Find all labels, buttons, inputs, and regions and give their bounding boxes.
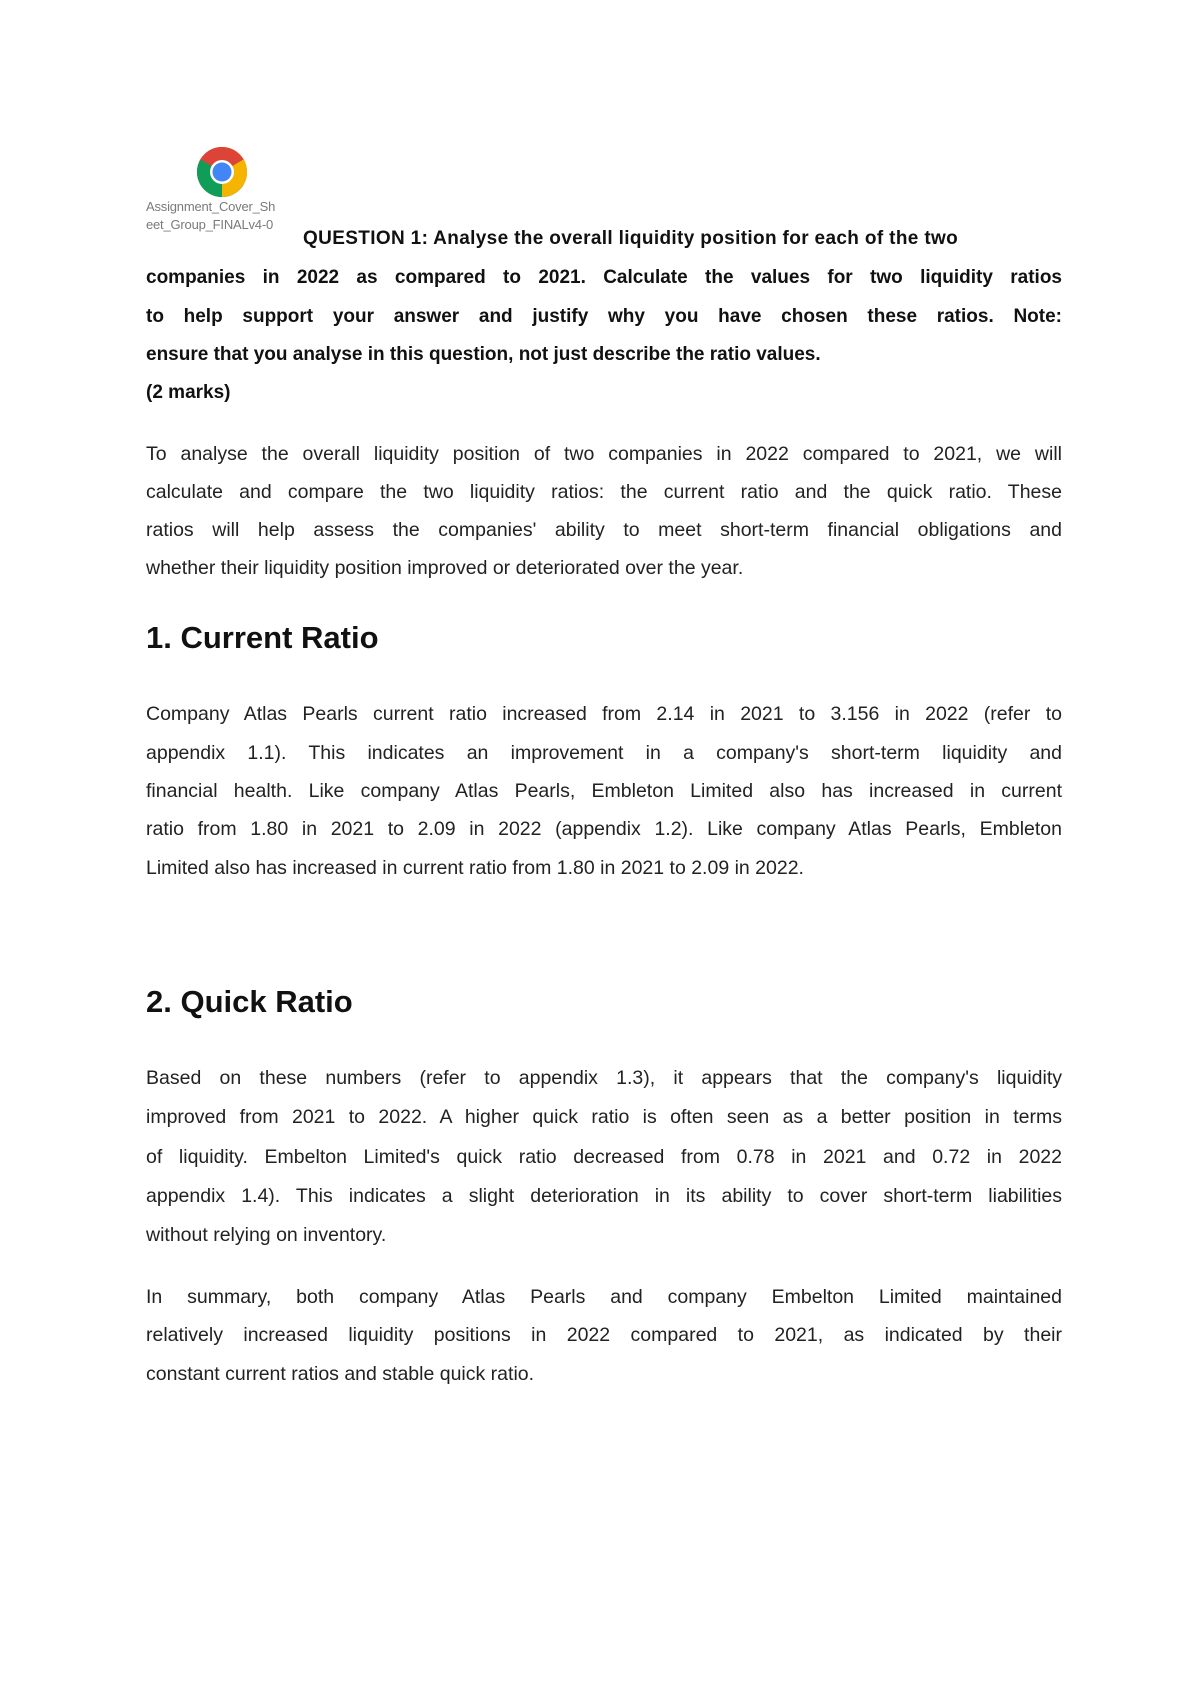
section-heading-quick-ratio: 2. Quick Ratio xyxy=(146,984,353,1019)
summary-line-2: relatively increased liquidity positions in 2022 compared to 2021, as indicated by their xyxy=(146,1324,1062,1346)
quick-ratio-line-5: without relying on inventory. xyxy=(146,1224,387,1246)
chrome-icon xyxy=(196,146,248,198)
embedded-file-name-line2: eet_Group_FINALv4-0 xyxy=(146,217,273,232)
current-ratio-line-4: ratio from 1.80 in 2021 to 2.09 in 2022 (appendix 1.2). Like company Atlas Pearls, Embleton xyxy=(146,818,1062,840)
quick-ratio-line-4: appendix 1.4). This indicates a slight deterioration in its ability to cover short-term liabilities xyxy=(146,1185,1062,1207)
intro-line-4: whether their liquidity position improved or deteriorated over the year. xyxy=(146,557,744,579)
question-marks: (2 marks) xyxy=(146,382,231,403)
question-line-1: QUESTION 1: Analyse the overall liquidity position for each of the two xyxy=(303,228,959,249)
intro-line-2: calculate and compare the two liquidity ratios: the current ratio and the quick ratio. These xyxy=(146,481,1062,503)
intro-line-1: To analyse the overall liquidity position of two companies in 2022 compared to 2021, we will xyxy=(146,443,1062,465)
question-line-3: to help support your answer and justify why you have chosen these ratios. Note: xyxy=(146,306,1062,327)
summary-line-1: In summary, both company Atlas Pearls and company Embelton Limited maintained xyxy=(146,1286,1062,1308)
quick-ratio-line-1: Based on these numbers (refer to appendix 1.3), it appears that the company's liquidity xyxy=(146,1067,1062,1089)
current-ratio-line-3: financial health. Like company Atlas Pearls, Embleton Limited also has increased in current xyxy=(146,780,1062,802)
quick-ratio-line-2: improved from 2021 to 2022. A higher quick ratio is often seen as a better position in terms xyxy=(146,1106,1062,1128)
embedded-file-name xyxy=(146,198,306,234)
current-ratio-line-2: appendix 1.1). This indicates an improvement in a company's short-term liquidity and xyxy=(146,742,1062,764)
current-ratio-line-1: Company Atlas Pearls current ratio increased from 2.14 in 2021 to 3.156 in 2022 (refer to xyxy=(146,703,1062,725)
embedded-file-name-line1: Assignment_Cover_Sh xyxy=(146,199,276,214)
embedded-file-object[interactable] xyxy=(146,146,306,238)
quick-ratio-line-3: of liquidity. Embelton Limited's quick ratio decreased from 0.78 in 2021 and 0.72 in 2022 xyxy=(146,1146,1062,1168)
question-line-4: ensure that you analyse in this question, not just describe the ratio values. xyxy=(146,344,821,365)
current-ratio-line-5: Limited also has increased in current ratio from 1.80 in 2021 to 2.09 in 2022. xyxy=(146,857,804,879)
question-line-2: companies in 2022 as compared to 2021. Calculate the values for two liquidity ratios xyxy=(146,267,1062,288)
intro-line-3: ratios will help assess the companies' ability to meet short-term financial obligations and xyxy=(146,519,1062,541)
summary-line-3: constant current ratios and stable quick ratio. xyxy=(146,1363,535,1385)
section-heading-current-ratio: 1. Current Ratio xyxy=(146,620,379,655)
